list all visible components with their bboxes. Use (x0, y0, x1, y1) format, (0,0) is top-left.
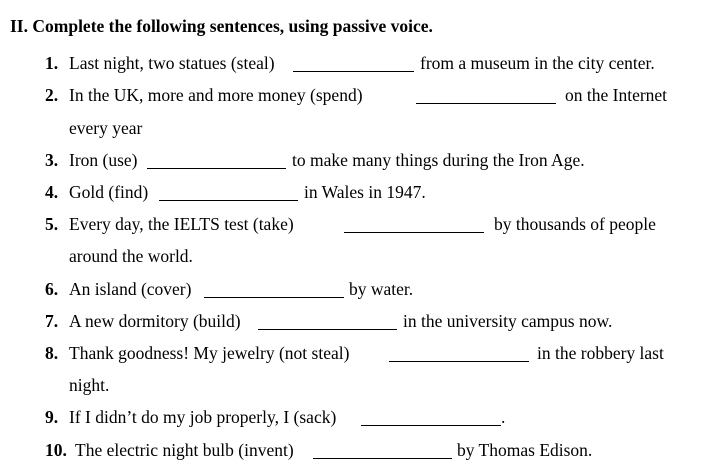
item-number: 2. (45, 85, 59, 105)
item-text-after: . (501, 407, 506, 427)
item-number: 1. (45, 53, 59, 73)
item-number: 3. (45, 150, 59, 170)
answer-blank[interactable] (361, 411, 501, 426)
item-text-before: An island (cover) (69, 279, 192, 299)
answer-blank[interactable] (313, 444, 452, 459)
item-number: 4. (45, 182, 59, 202)
item-text-after: in Wales in 1947. (304, 182, 426, 202)
item-text-before: In the UK, more and more money (spend) (69, 85, 363, 105)
item-text-after: by water. (349, 279, 414, 299)
item-number: 5. (45, 214, 59, 234)
item-number: 6. (45, 279, 59, 299)
item-text-before: A new dormitory (build) (69, 311, 241, 331)
item-text-after: from a museum in the city center. (420, 53, 655, 73)
item-text-after: by thousands of people (494, 214, 656, 234)
item-text-after: by Thomas Edison. (457, 440, 593, 460)
item-text-before: Gold (find) (69, 182, 149, 202)
exercise-heading: II. Complete the following sentences, using passive voice. (10, 16, 433, 36)
item-number: 9. (45, 407, 59, 427)
item-text-before: Last night, two statues (steal) (69, 53, 275, 73)
item-text-after: to make many things during the Iron Age. (292, 150, 585, 170)
item-text-before: Iron (use) (69, 150, 138, 170)
item-text-continuation: every year (69, 118, 143, 138)
item-text-continuation: night. (69, 375, 110, 395)
answer-blank[interactable] (389, 347, 529, 362)
answer-blank[interactable] (147, 154, 286, 169)
answer-blank[interactable] (159, 186, 298, 201)
item-text-before: The electric night bulb (invent) (75, 440, 294, 460)
item-text-before: Thank goodness! My jewelry (not steal) (69, 343, 350, 363)
answer-blank[interactable] (344, 218, 484, 233)
answer-blank[interactable] (293, 57, 414, 72)
item-text-before: If I didn’t do my job properly, I (sack) (69, 407, 337, 427)
item-number: 10. (45, 440, 67, 460)
item-text-after: on the Internet (565, 85, 668, 105)
answer-blank[interactable] (416, 89, 556, 104)
item-text-after: in the robbery last (537, 343, 664, 363)
answer-blank[interactable] (204, 283, 344, 298)
item-text-before: Every day, the IELTS test (take) (69, 214, 294, 234)
item-text-continuation: around the world. (69, 246, 193, 266)
item-number: 7. (45, 311, 59, 331)
answer-blank[interactable] (258, 315, 397, 330)
item-text-after: in the university campus now. (403, 311, 613, 331)
item-number: 8. (45, 343, 59, 363)
